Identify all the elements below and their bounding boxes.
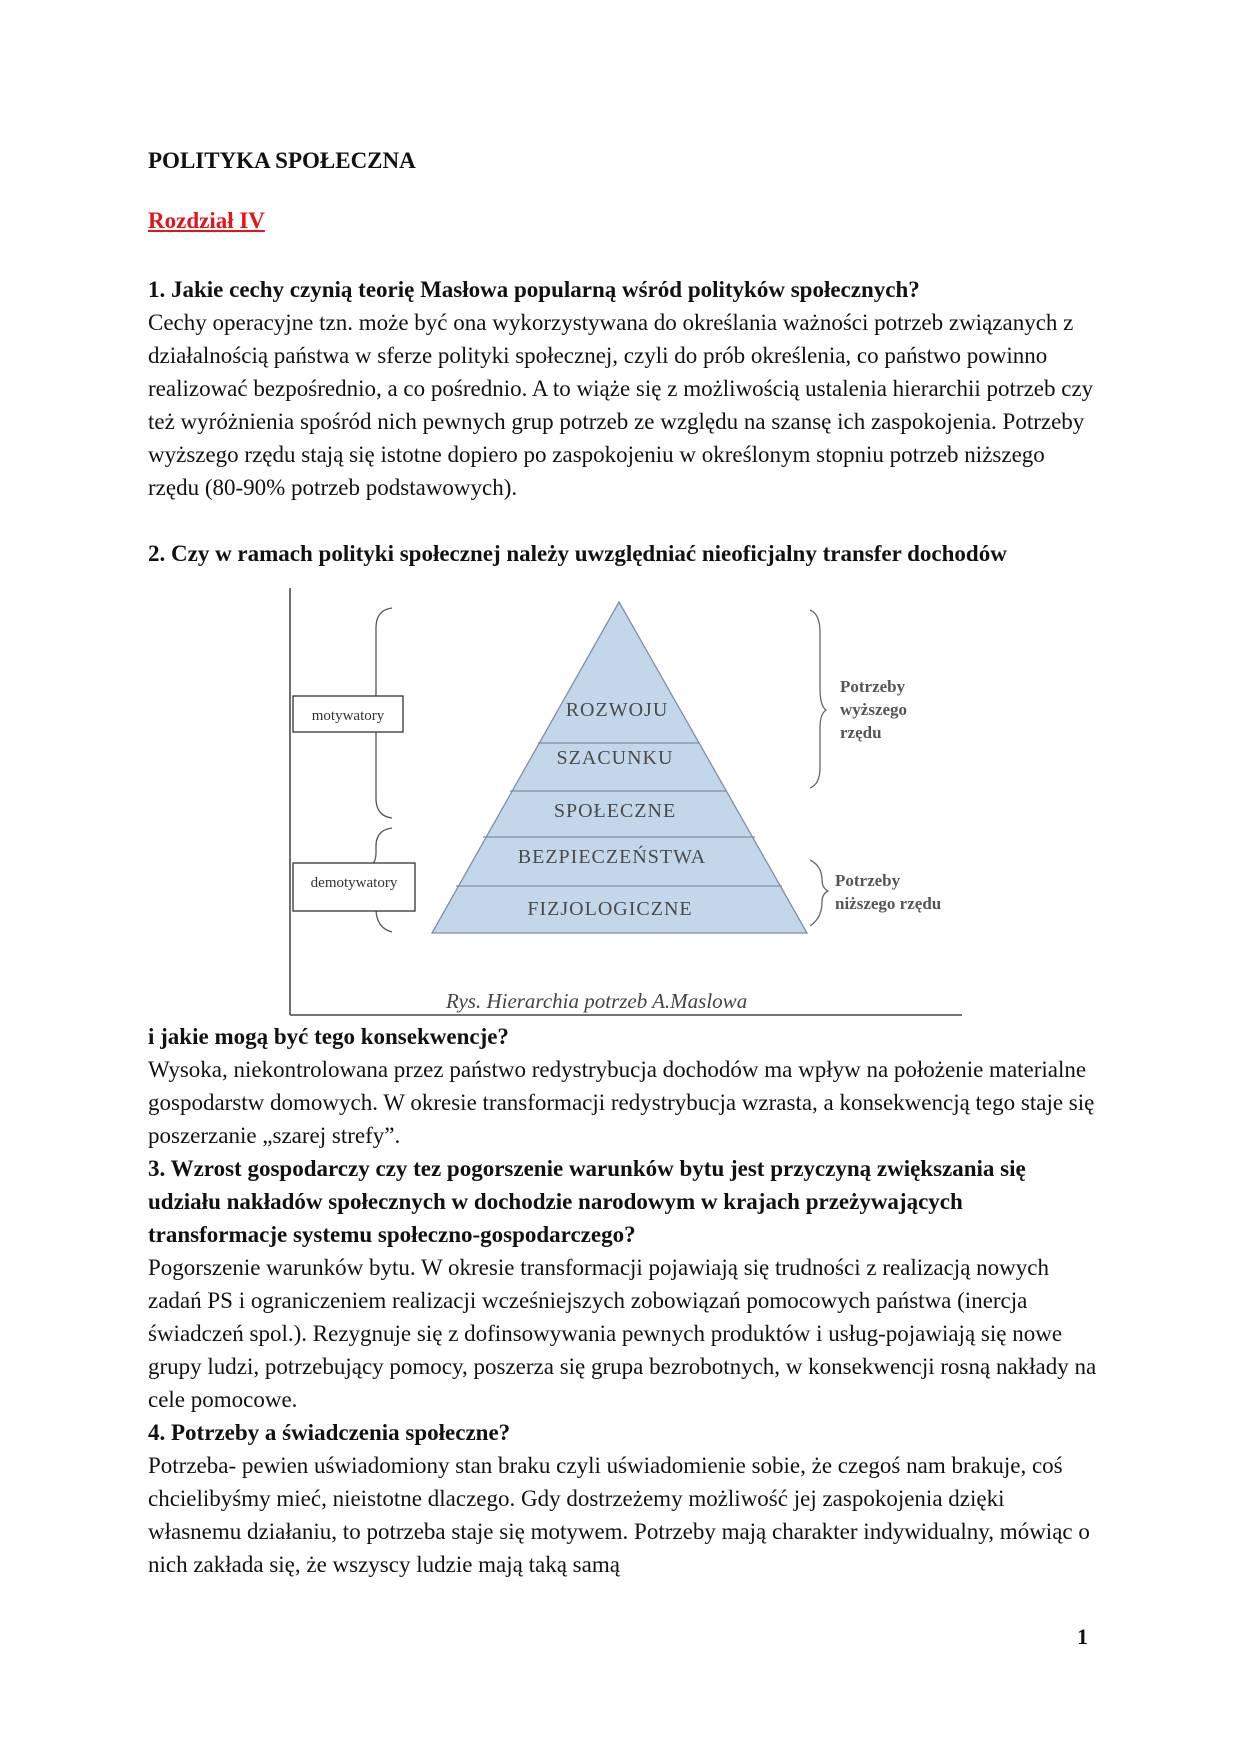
right-bottom-line-2: niższego rzędu <box>835 894 942 913</box>
level-fizjologiczne: FIZJOLOGICZNE <box>527 898 693 920</box>
right-top-line-3: rzędu <box>840 723 882 742</box>
question-2-part-2: i jakie mogą być tego konsekwencje? <box>148 1024 509 1049</box>
answer-3: Pogorszenie warunków bytu. W okresie transformacji pojawiają się trudności z realizacją nowych zadań PS i ograniczeniem realizacji wcześniejszych zobowiązań pomocowych państwa (inercja świadczeń spol.). Rezygnuje się z dofinsowywania pewnych produktów i usług-pojawiają się nowe grupy ludzi, potrzebujący pomocy, poszerza się grupa bezrobotnych, w konsekwencji rosną nakłady na cele pomocowe. <box>148 1255 1097 1412</box>
level-bezpieczenstwa: BEZPIECZEŃSTWA <box>517 846 707 868</box>
question-4: 4. Potrzeby a świadczenia społeczne? <box>148 1420 511 1445</box>
question-2-part-1: 2. Czy w ramach polityki społecznej należy uwzględniać nieoficjalny transfer dochodów <box>148 541 1007 566</box>
level-rozwoju: ROZWOJU <box>565 699 669 721</box>
section-2-continued <box>148 1020 1098 1581</box>
right-top-line-1: Potrzeby <box>840 677 906 696</box>
page-title: POLITYKA SPOŁECZNA <box>148 148 416 173</box>
right-brace-bottom <box>810 860 828 926</box>
right-top-line-2: wyższego <box>840 700 908 719</box>
section-2-heading <box>148 537 1098 570</box>
page-number: 1 <box>1077 1624 1088 1649</box>
maslow-pyramid-diagram <box>280 588 980 1023</box>
question-1: 1. Jakie cechy czynią teorię Masłowa popularną wśród polityków społecznych? <box>148 277 920 302</box>
level-szacunku: SZACUNKU <box>556 747 674 769</box>
question-3: 3. Wzrost gospodarczy czy tez pogorszenie warunków bytu jest przyczyną zwiększania się udziału nakładów społecznych w dochodzie narodowym w krajach przeżywających transformacje systemu społeczno-gospodarczego? <box>148 1156 1026 1247</box>
maslow-pyramid-figure <box>280 588 980 1023</box>
figure-caption: Rys. Hierarchia potrzeb A.Maslowa <box>446 989 748 1013</box>
demotywatory-label: demotywatory <box>310 875 398 891</box>
right-brace-top <box>810 610 826 788</box>
right-bottom-line-1: Potrzeby <box>835 871 901 890</box>
answer-2: Wysoka, niekontrolowana przez państwo redystrybucja dochodów ma wpływ na położenie materialne gospodarstw domowych. W okresie transformacji redystrybucja wzrasta, a konsekwencją tego staje się poszerzanie „szarej strefy”. <box>148 1057 1095 1148</box>
motywatory-label: motywatory <box>311 708 385 724</box>
chapter-heading: Rozdział IV <box>148 208 265 233</box>
section-1 <box>148 273 1098 504</box>
answer-4: Potrzeba- pewien uświadomiony stan braku czyli uświadomienie sobie, że czegoś nam brakuje, coś chcielibyśmy mieć, nieistotne dlaczego. Gdy dostrzeżemy możliwość jej zaspokojenia dzięki własnemu działaniu, to potrzeba staje się motywem. Potrzeby mają charakter indywidualny, mówiąc o nich zakłada się, że wszyscy ludzie mają taką samą <box>148 1453 1090 1577</box>
level-spoleczne: SPOŁECZNE <box>553 800 677 822</box>
answer-1: Cechy operacyjne tzn. może być ona wykorzystywana do określania ważności potrzeb związanych z działalnością państwa w sferze polityki społecznej, czyli do prób określenia, co państwo powinno realizować bezpośrednio, a co pośrednio. A to wiąże się z możliwością ustalenia hierarchii potrzeb czy też wyróżnienia spośród nich pewnych grup potrzeb ze względu na szansę ich zaspokojenia. Potrzeby wyższego rzędu stają się istotne dopiero po zaspokojeniu w określonym stopniu potrzeb niższego rzędu (80-90% potrzeb podstawowych). <box>148 310 1094 500</box>
